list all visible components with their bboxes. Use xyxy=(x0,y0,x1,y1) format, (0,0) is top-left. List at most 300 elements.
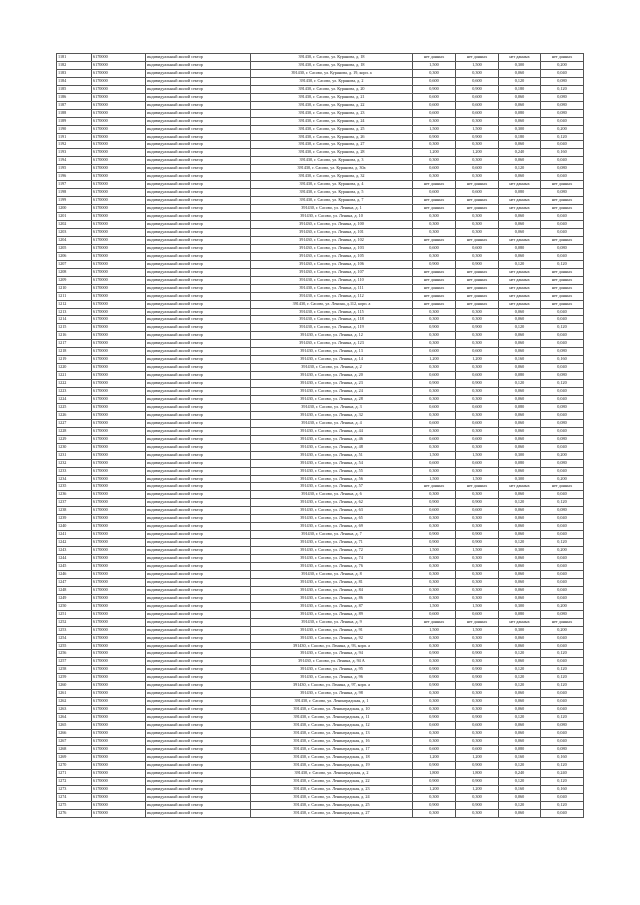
cell-row-number: 1185 xyxy=(57,85,92,93)
cell-value-3: 0,300 xyxy=(499,547,541,555)
cell-value-4: 0,160 xyxy=(541,149,584,157)
cell-value-3: нет данных xyxy=(499,268,541,276)
cell-address: 391430, г. Сасово, ул. Ленина, д. 7 xyxy=(251,531,413,539)
cell-region-code: 6170000 xyxy=(92,54,146,62)
cell-value-3: 0,060 xyxy=(499,586,541,594)
cell-address: 391430, г. Сасово, ул. Ленинградская, д. 27 xyxy=(251,809,413,817)
cell-value-2: нет данных xyxy=(456,268,499,276)
cell-value-2: 0,300 xyxy=(456,594,499,602)
cell-value-3: 0,060 xyxy=(499,435,541,443)
cell-value-1: 0,600 xyxy=(413,165,456,173)
cell-value-3: 0,300 xyxy=(499,475,541,483)
table-row xyxy=(57,197,584,205)
cell-value-1: 0,900 xyxy=(413,324,456,332)
cell-value-4: 0,080 xyxy=(541,348,584,356)
cell-value-4: 0,040 xyxy=(541,213,584,221)
cell-value-3: 0,060 xyxy=(499,340,541,348)
cell-region-code: 6170000 xyxy=(92,260,146,268)
cell-address: 391430, г. Сасово, ул. Ленина, д. 6 xyxy=(251,491,413,499)
cell-category: индивидуальный жилой сектор xyxy=(146,761,251,769)
cell-row-number: 1233 xyxy=(57,467,92,475)
cell-row-number: 1265 xyxy=(57,722,92,730)
cell-value-2: 0,600 xyxy=(456,722,499,730)
cell-value-3: 0,060 xyxy=(499,563,541,571)
cell-row-number: 1200 xyxy=(57,205,92,213)
cell-address: 391430, г. Сасово, ул. Ленина, д. 71 xyxy=(251,539,413,547)
cell-value-2: 1,200 xyxy=(456,753,499,761)
cell-value-2: 0,300 xyxy=(456,793,499,801)
table-row xyxy=(57,149,584,157)
cell-category: индивидуальный жилой сектор xyxy=(146,730,251,738)
cell-row-number: 1262 xyxy=(57,698,92,706)
cell-value-4: нет данных xyxy=(541,292,584,300)
cell-row-number: 1199 xyxy=(57,197,92,205)
cell-value-4: 0,080 xyxy=(541,189,584,197)
cell-value-1: 0,300 xyxy=(413,570,456,578)
cell-address: 391430, г. Сасово, ул. Курянова, д. 30а xyxy=(251,165,413,173)
table-row xyxy=(57,252,584,260)
cell-region-code: 6170000 xyxy=(92,745,146,753)
cell-value-2: 0,600 xyxy=(456,403,499,411)
cell-region-code: 6170000 xyxy=(92,69,146,77)
cell-value-3: 0,060 xyxy=(499,523,541,531)
cell-address: 391430, г. Сасово, ул. Ленина, д. 69 xyxy=(251,523,413,531)
cell-row-number: 1193 xyxy=(57,149,92,157)
cell-address: 391430, г. Сасово, ул. Ленина, д. 65 xyxy=(251,515,413,523)
table-row xyxy=(57,650,584,658)
cell-address: 391430, г. Сасово, ул. Курянова, д. 18 xyxy=(251,54,413,62)
cell-row-number: 1225 xyxy=(57,403,92,411)
cell-value-2: 0,300 xyxy=(456,586,499,594)
table-row xyxy=(57,77,584,85)
cell-row-number: 1226 xyxy=(57,411,92,419)
table-row xyxy=(57,308,584,316)
cell-value-3: 0,120 xyxy=(499,380,541,388)
cell-value-1: 1,500 xyxy=(413,602,456,610)
cell-region-code: 6170000 xyxy=(92,499,146,507)
table-row xyxy=(57,634,584,642)
cell-value-4: нет данных xyxy=(541,284,584,292)
cell-value-2: нет данных xyxy=(456,276,499,284)
cell-region-code: 6170000 xyxy=(92,737,146,745)
cell-row-number: 1222 xyxy=(57,380,92,388)
cell-address: 391430, г. Сасово, ул. Курянова, д. 18 xyxy=(251,61,413,69)
cell-value-4: 0,200 xyxy=(541,626,584,634)
cell-value-3: нет данных xyxy=(499,284,541,292)
table-row xyxy=(57,467,584,475)
cell-value-2: 0,300 xyxy=(456,117,499,125)
table-row xyxy=(57,753,584,761)
cell-address: 391430, г. Сасово, ул. Ленинградская, д. 16 xyxy=(251,737,413,745)
cell-row-number: 1256 xyxy=(57,650,92,658)
cell-row-number: 1263 xyxy=(57,706,92,714)
cell-category: индивидуальный жилой сектор xyxy=(146,634,251,642)
cell-row-number: 1227 xyxy=(57,419,92,427)
cell-category: индивидуальный жилой сектор xyxy=(146,586,251,594)
cell-category: индивидуальный жилой сектор xyxy=(146,284,251,292)
cell-category: индивидуальный жилой сектор xyxy=(146,745,251,753)
cell-address: 391430, г. Сасово, ул. Ленина, д. 44 xyxy=(251,427,413,435)
cell-value-1: 0,300 xyxy=(413,594,456,602)
cell-value-3: нет данных xyxy=(499,618,541,626)
cell-value-3: 0,120 xyxy=(499,324,541,332)
cell-region-code: 6170000 xyxy=(92,642,146,650)
cell-value-1: 0,300 xyxy=(413,221,456,229)
cell-region-code: 6170000 xyxy=(92,690,146,698)
cell-value-4: 0,040 xyxy=(541,308,584,316)
cell-category: индивидуальный жилой сектор xyxy=(146,292,251,300)
cell-value-1: 0,900 xyxy=(413,380,456,388)
cell-address: 391430, г. Сасово, ул. Ленина, д. 9 xyxy=(251,618,413,626)
cell-value-2: 0,600 xyxy=(456,93,499,101)
cell-category: индивидуальный жилой сектор xyxy=(146,157,251,165)
table-row xyxy=(57,801,584,809)
cell-value-4: 0,080 xyxy=(541,93,584,101)
cell-value-2: 0,900 xyxy=(456,260,499,268)
cell-value-1: 0,900 xyxy=(413,714,456,722)
cell-category: индивидуальный жилой сектор xyxy=(146,674,251,682)
cell-region-code: 6170000 xyxy=(92,570,146,578)
cell-value-2: нет данных xyxy=(456,197,499,205)
cell-address: 391430, г. Сасово, ул. Ленинградская, д. 17 xyxy=(251,745,413,753)
cell-value-4: 0,200 xyxy=(541,475,584,483)
cell-row-number: 1239 xyxy=(57,515,92,523)
cell-category: индивидуальный жилой сектор xyxy=(146,594,251,602)
cell-category: индивидуальный жилой сектор xyxy=(146,793,251,801)
cell-value-2: 0,300 xyxy=(456,730,499,738)
cell-value-1: 0,300 xyxy=(413,730,456,738)
cell-row-number: 1253 xyxy=(57,626,92,634)
cell-category: индивидуальный жилой сектор xyxy=(146,459,251,467)
cell-region-code: 6170000 xyxy=(92,332,146,340)
table-row xyxy=(57,523,584,531)
cell-value-2: 0,300 xyxy=(456,316,499,324)
cell-region-code: 6170000 xyxy=(92,117,146,125)
cell-address: 391430, г. Сасово, ул. Ленина, д. 101 xyxy=(251,228,413,236)
cell-value-4: 0,160 xyxy=(541,356,584,364)
cell-value-4: 0,200 xyxy=(541,547,584,555)
cell-region-code: 6170000 xyxy=(92,244,146,252)
cell-region-code: 6170000 xyxy=(92,372,146,380)
cell-value-3: 0,060 xyxy=(499,634,541,642)
cell-address: 391430, г. Сасово, ул. Ленина, д. 54 xyxy=(251,459,413,467)
cell-value-1: 0,600 xyxy=(413,722,456,730)
table-row xyxy=(57,133,584,141)
cell-category: индивидуальный жилой сектор xyxy=(146,197,251,205)
cell-category: индивидуальный жилой сектор xyxy=(146,324,251,332)
cell-category: индивидуальный жилой сектор xyxy=(146,372,251,380)
cell-value-4: нет данных xyxy=(541,618,584,626)
cell-value-2: 1,500 xyxy=(456,125,499,133)
cell-region-code: 6170000 xyxy=(92,563,146,571)
cell-row-number: 1259 xyxy=(57,674,92,682)
cell-row-number: 1249 xyxy=(57,594,92,602)
cell-value-4: 0,040 xyxy=(541,69,584,77)
cell-value-2: 0,900 xyxy=(456,324,499,332)
cell-region-code: 6170000 xyxy=(92,626,146,634)
cell-value-1: 0,300 xyxy=(413,658,456,666)
cell-value-4: 0,080 xyxy=(541,244,584,252)
cell-value-1: 1,500 xyxy=(413,125,456,133)
cell-region-code: 6170000 xyxy=(92,292,146,300)
table-row xyxy=(57,555,584,563)
cell-region-code: 6170000 xyxy=(92,181,146,189)
cell-value-2: нет данных xyxy=(456,483,499,491)
cell-value-1: 0,600 xyxy=(413,403,456,411)
table-row xyxy=(57,141,584,149)
cell-value-2: 0,900 xyxy=(456,650,499,658)
cell-value-2: 0,300 xyxy=(456,340,499,348)
cell-category: индивидуальный жилой сектор xyxy=(146,54,251,62)
cell-address: 391430, г. Сасово, ул. Ленина, д. 13 xyxy=(251,348,413,356)
cell-category: индивидуальный жилой сектор xyxy=(146,101,251,109)
cell-address: 391430, г. Сасово, ул. Ленина, д. 28 xyxy=(251,395,413,403)
cell-address: 391430, г. Сасово, ул. Ленинградская, д. 18 xyxy=(251,753,413,761)
cell-value-2: 0,300 xyxy=(456,395,499,403)
cell-value-2: 0,300 xyxy=(456,706,499,714)
cell-value-2: 0,300 xyxy=(456,555,499,563)
cell-address: 391430, г. Сасово, ул. Ленина, д. 24 xyxy=(251,388,413,396)
table-row xyxy=(57,189,584,197)
cell-address: 391430, г. Сасово, ул. Курянова, д. 3 xyxy=(251,157,413,165)
cell-value-4: 0,200 xyxy=(541,451,584,459)
cell-value-1: 0,300 xyxy=(413,690,456,698)
table-row xyxy=(57,499,584,507)
cell-value-3: 0,120 xyxy=(499,777,541,785)
cell-row-number: 1204 xyxy=(57,236,92,244)
cell-value-1: 0,600 xyxy=(413,77,456,85)
cell-address: 391430, г. Сасово, ул. Ленина, д. 105 xyxy=(251,252,413,260)
cell-row-number: 1195 xyxy=(57,165,92,173)
cell-category: индивидуальный жилой сектор xyxy=(146,499,251,507)
cell-value-4: 0,040 xyxy=(541,658,584,666)
cell-value-2: 0,600 xyxy=(456,165,499,173)
cell-value-1: 0,600 xyxy=(413,610,456,618)
cell-row-number: 1208 xyxy=(57,268,92,276)
cell-address: 391430, г. Сасово, ул. Ленина, д. 84 xyxy=(251,586,413,594)
cell-value-1: 0,300 xyxy=(413,642,456,650)
cell-category: индивидуальный жилой сектор xyxy=(146,515,251,523)
cell-category: индивидуальный жилой сектор xyxy=(146,236,251,244)
cell-value-4: 0,080 xyxy=(541,101,584,109)
cell-value-1: 0,300 xyxy=(413,491,456,499)
cell-category: индивидуальный жилой сектор xyxy=(146,451,251,459)
cell-row-number: 1267 xyxy=(57,737,92,745)
cell-value-1: 1,800 xyxy=(413,769,456,777)
cell-value-1: 0,300 xyxy=(413,809,456,817)
cell-value-3: 0,080 xyxy=(499,109,541,117)
cell-row-number: 1211 xyxy=(57,292,92,300)
cell-value-3: 0,120 xyxy=(499,260,541,268)
cell-value-2: нет данных xyxy=(456,236,499,244)
cell-value-4: 0,080 xyxy=(541,372,584,380)
cell-value-4: 0,040 xyxy=(541,578,584,586)
cell-value-4: 0,080 xyxy=(541,165,584,173)
table-row xyxy=(57,228,584,236)
cell-address: 391430, г. Сасово, ул. Ленина, д. 94 А xyxy=(251,658,413,666)
cell-value-3: 0,060 xyxy=(499,388,541,396)
cell-value-3: 0,080 xyxy=(499,459,541,467)
table-row xyxy=(57,101,584,109)
table-row xyxy=(57,395,584,403)
cell-address: 391430, г. Сасово, ул. Ленина, д. 111 xyxy=(251,284,413,292)
cell-value-2: 0,300 xyxy=(456,427,499,435)
cell-value-3: 0,060 xyxy=(499,411,541,419)
cell-value-4: 0,080 xyxy=(541,507,584,515)
cell-value-4: 0,120 xyxy=(541,761,584,769)
cell-row-number: 1275 xyxy=(57,801,92,809)
cell-value-1: 0,300 xyxy=(413,411,456,419)
cell-category: индивидуальный жилой сектор xyxy=(146,181,251,189)
table-row xyxy=(57,340,584,348)
cell-value-1: 0,300 xyxy=(413,173,456,181)
cell-value-3: 0,060 xyxy=(499,594,541,602)
table-row xyxy=(57,690,584,698)
cell-category: индивидуальный жилой сектор xyxy=(146,141,251,149)
cell-value-2: нет данных xyxy=(456,292,499,300)
table-row xyxy=(57,93,584,101)
cell-value-3: 0,060 xyxy=(499,308,541,316)
cell-address: 391430, г. Сасово, ул. Ленина, д. 3 xyxy=(251,403,413,411)
cell-value-1: 0,900 xyxy=(413,777,456,785)
cell-row-number: 1223 xyxy=(57,388,92,396)
cell-value-4: 0,120 xyxy=(541,714,584,722)
cell-value-4: нет данных xyxy=(541,276,584,284)
cell-address: 391430, г. Сасово, ул. Ленина, д. 57 xyxy=(251,483,413,491)
cell-value-3: 0,080 xyxy=(499,244,541,252)
table-row xyxy=(57,745,584,753)
table-row xyxy=(57,785,584,793)
cell-value-3: 0,060 xyxy=(499,419,541,427)
cell-value-4: 0,040 xyxy=(541,364,584,372)
cell-value-2: 0,900 xyxy=(456,531,499,539)
cell-address: 391430, г. Сасово, ул. Ленинградская, д. 19 xyxy=(251,761,413,769)
cell-value-4: 0,080 xyxy=(541,745,584,753)
cell-region-code: 6170000 xyxy=(92,205,146,213)
cell-region-code: 6170000 xyxy=(92,531,146,539)
cell-region-code: 6170000 xyxy=(92,443,146,451)
cell-value-2: 0,300 xyxy=(456,515,499,523)
cell-value-2: 0,600 xyxy=(456,459,499,467)
cell-value-4: 0,120 xyxy=(541,539,584,547)
cell-value-2: нет данных xyxy=(456,300,499,308)
table-row xyxy=(57,443,584,451)
table-row xyxy=(57,451,584,459)
cell-row-number: 1203 xyxy=(57,228,92,236)
cell-region-code: 6170000 xyxy=(92,141,146,149)
cell-value-2: 0,300 xyxy=(456,141,499,149)
cell-region-code: 6170000 xyxy=(92,730,146,738)
cell-region-code: 6170000 xyxy=(92,411,146,419)
cell-value-2: 0,300 xyxy=(456,332,499,340)
cell-value-3: 0,060 xyxy=(499,706,541,714)
cell-category: индивидуальный жилой сектор xyxy=(146,117,251,125)
cell-row-number: 1268 xyxy=(57,745,92,753)
cell-value-4: 0,040 xyxy=(541,491,584,499)
cell-region-code: 6170000 xyxy=(92,197,146,205)
cell-value-1: 0,300 xyxy=(413,332,456,340)
cell-row-number: 1240 xyxy=(57,523,92,531)
cell-category: индивидуальный жилой сектор xyxy=(146,547,251,555)
cell-row-number: 1255 xyxy=(57,642,92,650)
cell-address: 391430, г. Сасово, ул. Курянова, д. 32 xyxy=(251,173,413,181)
cell-value-3: 0,160 xyxy=(499,753,541,761)
cell-value-4: 0,040 xyxy=(541,555,584,563)
table-row xyxy=(57,419,584,427)
cell-value-1: 1,500 xyxy=(413,547,456,555)
cell-value-2: 0,900 xyxy=(456,666,499,674)
cell-category: индивидуальный жилой сектор xyxy=(146,801,251,809)
cell-value-1: 0,600 xyxy=(413,745,456,753)
cell-value-3: 0,060 xyxy=(499,228,541,236)
cell-value-3: 0,120 xyxy=(499,674,541,682)
cell-category: индивидуальный жилой сектор xyxy=(146,539,251,547)
cell-value-2: 0,600 xyxy=(456,507,499,515)
cell-value-3: 0,180 xyxy=(499,85,541,93)
table-row xyxy=(57,515,584,523)
cell-category: индивидуальный жилой сектор xyxy=(146,149,251,157)
cell-category: индивидуальный жилой сектор xyxy=(146,300,251,308)
cell-value-3: 0,060 xyxy=(499,157,541,165)
cell-value-4: 0,080 xyxy=(541,419,584,427)
cell-category: индивидуальный жилой сектор xyxy=(146,268,251,276)
cell-value-2: 0,300 xyxy=(456,634,499,642)
cell-value-3: 0,080 xyxy=(499,610,541,618)
cell-value-2: 0,300 xyxy=(456,570,499,578)
table-row xyxy=(57,563,584,571)
cell-address: 391430, г. Сасово, ул. Ленина, д. 86 xyxy=(251,594,413,602)
cell-value-2: 0,600 xyxy=(456,77,499,85)
cell-value-2: 0,600 xyxy=(456,419,499,427)
cell-row-number: 1207 xyxy=(57,260,92,268)
cell-value-4: 0,080 xyxy=(541,109,584,117)
cell-region-code: 6170000 xyxy=(92,101,146,109)
cell-value-2: 1,200 xyxy=(456,149,499,157)
cell-value-3: 0,160 xyxy=(499,785,541,793)
cell-region-code: 6170000 xyxy=(92,364,146,372)
cell-address: 391430, г. Сасово, ул. Ленина, д. 81 xyxy=(251,578,413,586)
table-row xyxy=(57,459,584,467)
cell-value-1: 0,300 xyxy=(413,793,456,801)
cell-value-4: 0,040 xyxy=(541,316,584,324)
cell-category: индивидуальный жилой сектор xyxy=(146,348,251,356)
table-row xyxy=(57,761,584,769)
table-row xyxy=(57,737,584,745)
cell-value-1: 0,300 xyxy=(413,69,456,77)
cell-value-3: 0,300 xyxy=(499,451,541,459)
cell-row-number: 1220 xyxy=(57,364,92,372)
cell-value-3: 0,060 xyxy=(499,570,541,578)
cell-value-4: 0,080 xyxy=(541,435,584,443)
cell-value-4: 0,120 xyxy=(541,260,584,268)
cell-address: 391430, г. Сасово, ул. Ленина, д. 63 xyxy=(251,507,413,515)
cell-value-3: 0,080 xyxy=(499,745,541,753)
cell-value-3: 0,240 xyxy=(499,149,541,157)
cell-address: 391430, г. Сасово, ул. Ленина, д. 107 xyxy=(251,268,413,276)
cell-row-number: 1276 xyxy=(57,809,92,817)
cell-region-code: 6170000 xyxy=(92,578,146,586)
cell-address: 391430, г. Сасово, ул. Ленина, д. 115 xyxy=(251,308,413,316)
cell-value-3: нет данных xyxy=(499,54,541,62)
cell-category: индивидуальный жилой сектор xyxy=(146,777,251,785)
cell-value-4: 0,160 xyxy=(541,785,584,793)
cell-value-1: 0,300 xyxy=(413,388,456,396)
table-row xyxy=(57,698,584,706)
cell-category: индивидуальный жилой сектор xyxy=(146,133,251,141)
cell-region-code: 6170000 xyxy=(92,761,146,769)
cell-value-4: нет данных xyxy=(541,483,584,491)
cell-address: 391430, г. Сасово, ул. Ленина, д. 112 xyxy=(251,292,413,300)
